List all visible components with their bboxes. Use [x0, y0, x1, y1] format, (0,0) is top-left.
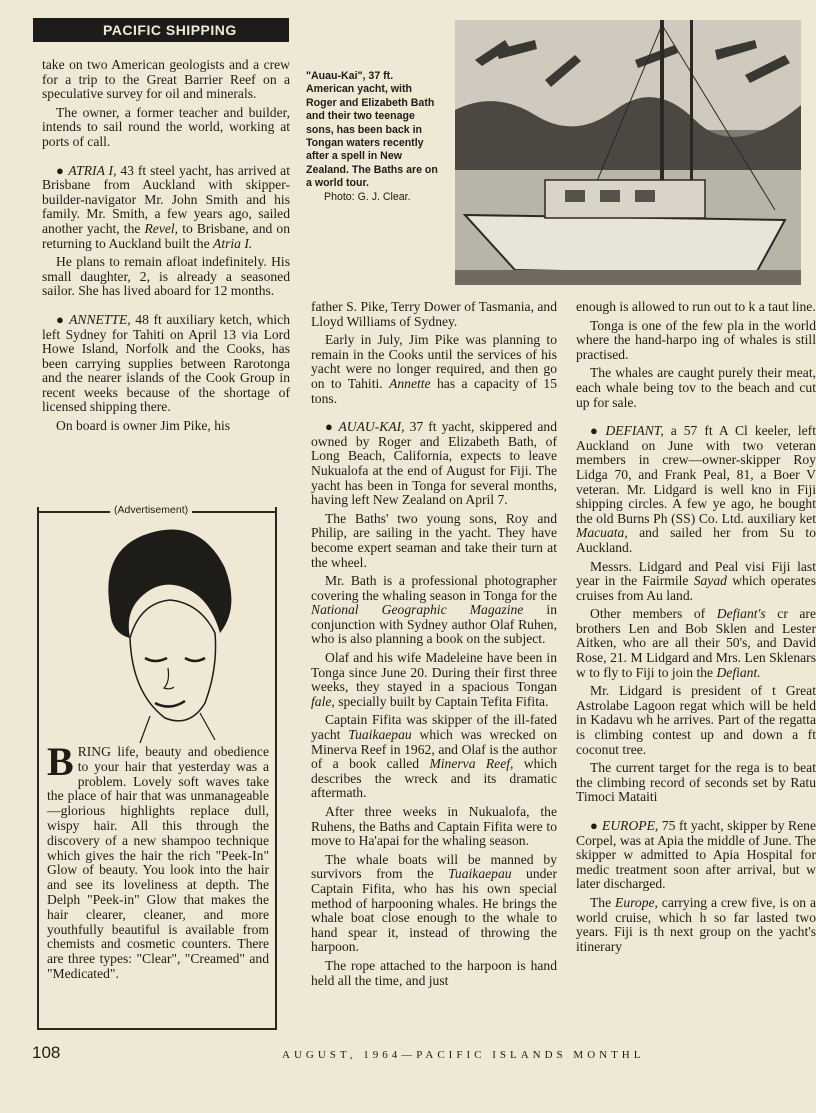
text: Early in July, Jim Pike was planning to remain in the Cooks until the services of his yacht were no longer required, and then go on to Tahiti.: [311, 332, 557, 391]
photo-caption-text: "Auau-Kai", 37 ft. American yacht, with Roger and Elizabeth Bath and their two teenage sons, has been back in Tongan waters recently after a spell in New Zealand. The Baths are on a world tour.: [306, 70, 438, 190]
paragraph-atria: [42, 164, 290, 252]
text: cr are brothers Len and Bob Sklen and Lester Aitken, who are all their 50's, and David Rose, 21. M Lidgard and Mrs. Len Sklenars w to fly to Fiji to join the: [576, 606, 816, 680]
paragraph: He plans to remain afloat indefinitely. His small daughter, 2, is already a seasoned sailor. She has lived aboard for 12 months.: [42, 254, 290, 299]
paragraph: Tonga is one of the few pla in the world where the hand-harpo ing of whales is still practised.: [576, 317, 816, 362]
text: 75 ft yacht, skipper by Rene Corpel, was at Apia the middle of June. The skipper w admitted to Apia Hospital for medic treatment soon after arrival, but w later discharged.: [576, 818, 816, 892]
yacht-name: Macuata,: [576, 525, 628, 541]
text: The: [590, 894, 616, 910]
drop-cap: B: [47, 739, 74, 784]
text: and sailed her from Su to Auckland.: [576, 525, 816, 555]
text: has a capacity of 15 tons.: [311, 375, 557, 406]
paragraph-auau: [311, 420, 557, 508]
paragraph: [311, 853, 557, 955]
yacht-name: Tuaikaepau: [348, 727, 412, 743]
paragraph: On board is owner Jim Pike, his: [56, 418, 231, 434]
photo-caption: [306, 70, 440, 204]
text: Messrs. Lidgard and Peal visi Fiji last year in the Fairmile: [576, 558, 816, 589]
paragraph-defiant: [576, 424, 816, 555]
yacht-name: ANNETTE,: [69, 311, 131, 327]
column-3-clip: [576, 299, 816, 1040]
publication-name: National Geographic Magazine: [311, 602, 524, 618]
text: to Brisbane, and on returning to Auckland built the: [42, 220, 290, 251]
text: which operates cruises from Au land.: [576, 573, 816, 603]
paragraph: [311, 333, 557, 406]
paragraph: enough is allowed to run out to k a taut line.: [576, 299, 816, 314]
text: which describes the wreck and its dramatic aftermath.: [311, 756, 558, 801]
text: Mr. Bath is a professional photographer covering the whaling season in Tonga for the: [311, 573, 557, 603]
footer-title: AUGUST, 1964—PACIFIC ISLANDS MONTHL: [282, 1049, 645, 1061]
text: in conjunction with Sydney author Olaf Ruhen, who is also planning a book on the subject.: [311, 602, 557, 647]
bullet-icon: ●: [56, 162, 65, 178]
term: fale,: [311, 693, 335, 709]
bullet-icon: ●: [56, 311, 66, 327]
woman-illustration: [90, 518, 240, 743]
text: 37 ft yacht, skippered and owned by Roger and Elizabeth Bath, of Long Beach, California, expects to leave Nukualofa at the end of August for Fiji. The yacht has been in Tonga for several months, having left New Zealand on April 7.: [311, 419, 557, 508]
paragraph: The Baths' two young sons, Roy and Philip, are sailing in the yacht. They have become expert seaman and take their turn at the wheel.: [311, 510, 557, 570]
yacht-name: Tuaikaepau: [448, 866, 512, 882]
text: Captain Fifita was skipper of the ill-fated yacht: [311, 712, 557, 743]
yacht-name: ATRIA I,: [68, 162, 117, 178]
paragraph: [311, 574, 557, 647]
text: Other members of: [590, 606, 717, 622]
yacht-name: EUROPE,: [602, 818, 659, 833]
bullet-icon: ●: [590, 423, 602, 439]
yacht-name: Atria I.: [213, 235, 253, 251]
paragraph: take on two American geologists and a crew for a trip to the Great Barrier Reef on a speculative survey for oil and minerals.: [42, 57, 290, 102]
yacht-name: Revel,: [144, 220, 179, 236]
text: 43 ft steel yacht, has arrived at Brisbane from Auckland with skipper-builder-navigator Mr. John Smith and his family. Mr. Smith, a few years ago, sailed another yacht, the: [42, 162, 290, 236]
bullet-icon: ●: [590, 818, 599, 833]
advertisement-label: (Advertisement): [110, 504, 192, 516]
paragraph: [311, 651, 557, 709]
bullet-icon: ●: [325, 419, 335, 435]
paragraph: The current target for the rega is to beat the climbing record of seconds set by Ratu Timoci Mataiti: [576, 760, 816, 805]
yacht-name: Annette: [389, 375, 431, 391]
paragraph: Mr. Lidgard is president of t Great Astrolabe Lagoon regat which will be held in Kadavu wh he arrives. Part of the regatta is climbing contest up and down a ft coconut tree.: [576, 683, 816, 757]
column-3: [576, 300, 816, 954]
text: 48 ft auxiliary ketch, which left Sydney for Tahiti on April 13 via Lord Howe Island, Norfolk and the Cooks, has been carrying supplies between Rarotonga and the nearer islands of the Cook Group in recent weeks because of the shortage of licensed shipping there.: [42, 311, 290, 415]
yacht-name: Defiant.: [716, 664, 761, 680]
book-title: Minerva Reef,: [429, 756, 514, 772]
yacht-name: Europe,: [615, 894, 658, 910]
paragraph: The rope attached to the harpoon is hand held all the time, and just: [311, 957, 557, 988]
section-title: PACIFIC SHIPPING: [103, 22, 237, 38]
section-header: [33, 18, 289, 42]
text: Olaf and his wife Madeleine have been in Tonga since June 20. During their first three weeks, they stayed in a spacious Tongan: [311, 650, 557, 695]
column-1: [42, 58, 290, 438]
yacht-photo: [455, 20, 801, 285]
yacht-photo-drawing: [455, 20, 801, 285]
paragraph: [576, 896, 816, 954]
text: under Captain Fifita, who has his own special method of harpooning whales. He brings the whale boat close enough to the whale to hand spear it, instead of throwing the harpoon.: [311, 866, 557, 955]
advertisement-text: [47, 739, 269, 982]
yacht-name: DEFIANT,: [605, 423, 664, 439]
page-number: 108: [32, 1043, 61, 1062]
paragraph: [576, 607, 816, 680]
paragraph: [576, 560, 816, 604]
text: specially built by Captain Tefita Fifita.: [334, 693, 549, 709]
paragraph: After three weeks in Nukualofa, the Ruhens, the Baths and Captain Fifita were to move to Ha'apai for the whaling season.: [311, 804, 557, 849]
text: a 57 ft A Cl keeler, left Auckland on June with two veteran members in crew—owner-skipper Roy Lidga 70, and Frank Peal, 81, a Boer V veteran. Mr. Lidgard is well kno in Fiji shipping circles. A few ye ago, he bought the old Burns Ph (SS) Co. Ltd. auxiliary ket: [576, 423, 816, 526]
text: carrying a crew five, is on a world cruise, which h so far lasted two years. Fiji is th next group on the yacht's itinerary: [576, 894, 816, 954]
yacht-name: Sayad: [693, 573, 727, 589]
column-2: [311, 300, 557, 992]
paragraph: The whales are caught purely their meat, each whale being tov to the beach and cut up for sale.: [576, 365, 816, 410]
paragraph-annette: [42, 313, 290, 415]
paragraph: The owner, a former teacher and builder, intends to sail round the world, working at ports of call.: [42, 104, 290, 149]
text: which was wrecked on Minerva Reef in 1962, and Olaf is the author of a book called: [311, 727, 557, 772]
yacht-name: AUAU-KAI,: [338, 419, 405, 435]
text: The whale boats will be manned by survivors from the: [311, 851, 557, 882]
paragraph-europe: [576, 819, 816, 892]
yacht-name: Defiant's: [716, 606, 766, 622]
ad-body: RING life, beauty and obedience to your hair that yesterday was a problem. Lovely soft waves take the place of hair that was unmanageable—glorious highlights replace dull, wispy hair. All this through the discovery of a new shampoo technique which gives the hair the rich "Peek-In" Glow of beauty. You look into the hair and see its loveliness at depth. The Delph "Peek-in" Glow that makes the hair clearer, cleaner, and more youthfully beautiful is available from chemists and cosmetic counters. There are three types: "Clear", "Creamed" and "Medicated".: [47, 744, 269, 981]
photo-credit: Photo: G. J. Clear.: [324, 190, 411, 203]
paragraph: father S. Pike, Terry Dower of Tasmania, and Lloyd Williams of Sydney.: [311, 299, 557, 329]
page-footer: [30, 1043, 801, 1068]
paragraph: [311, 713, 557, 801]
